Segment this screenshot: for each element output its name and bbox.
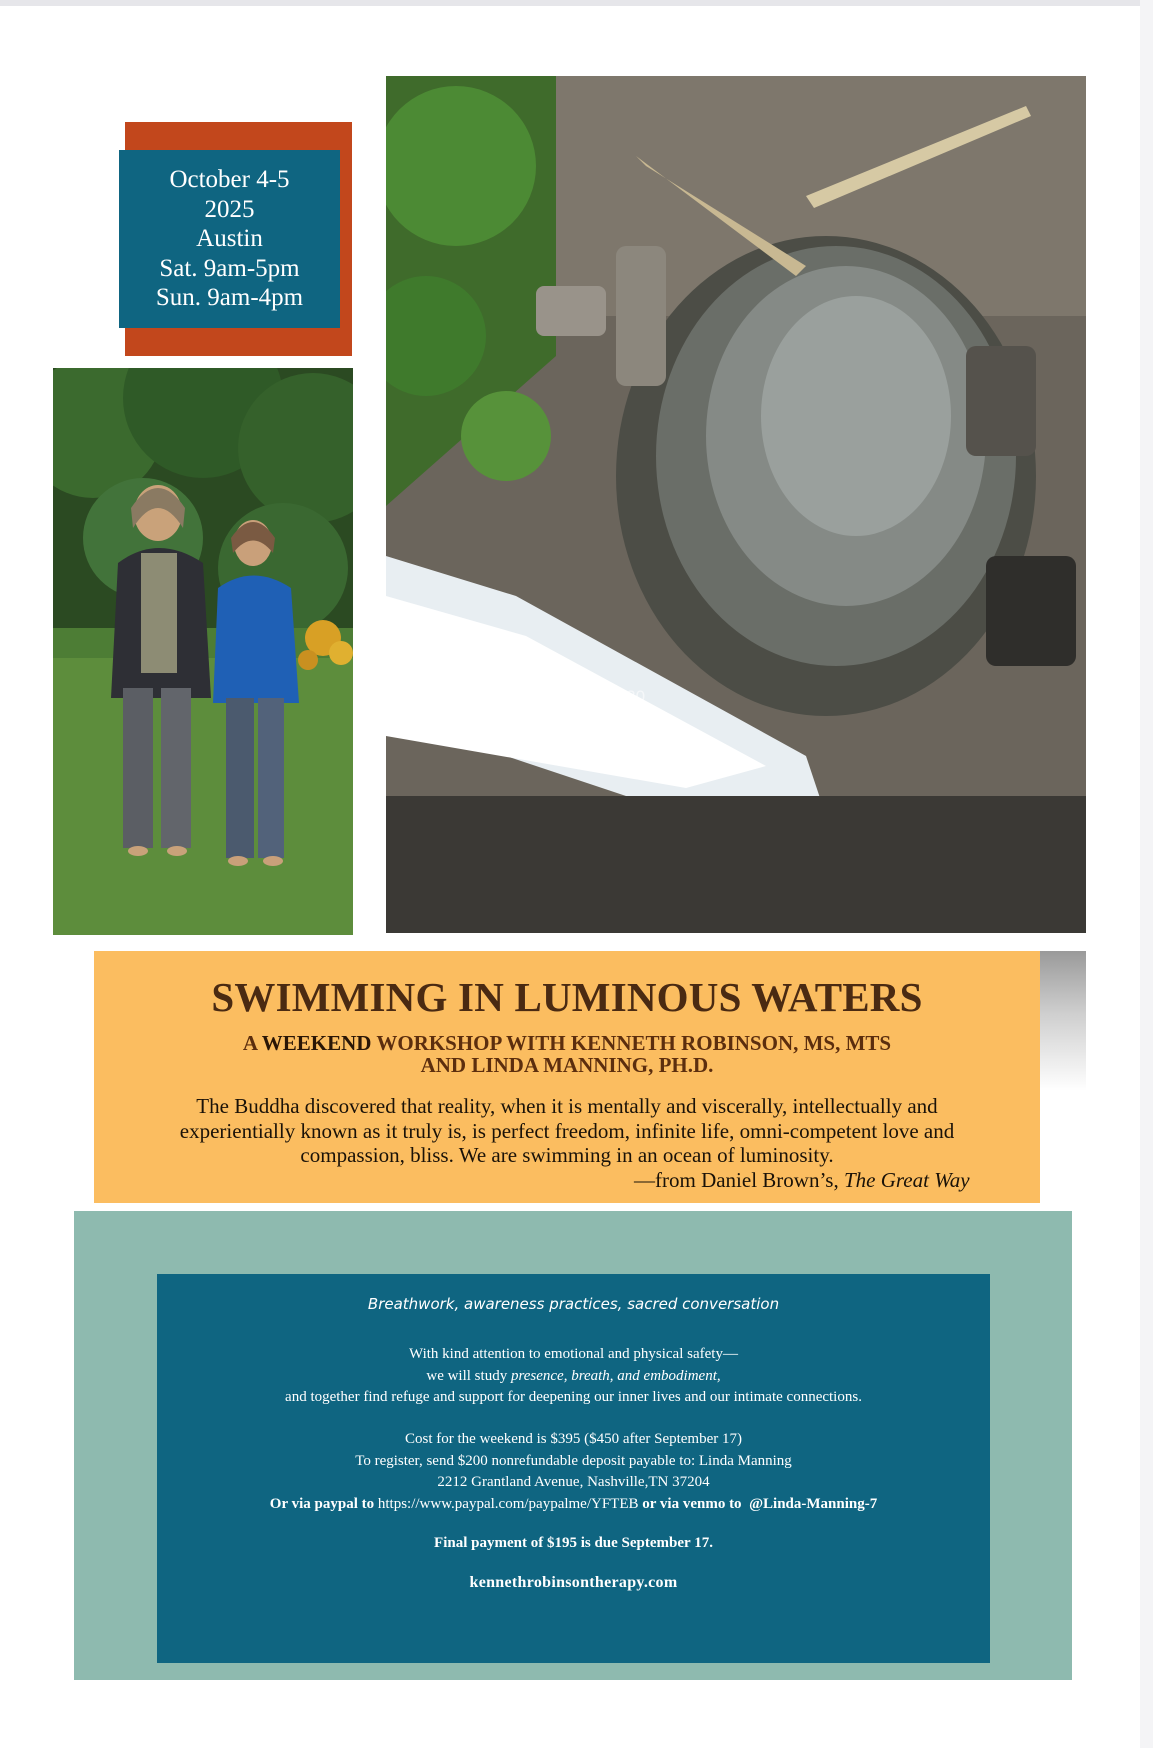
workshop-subtitle xyxy=(94,1032,1040,1076)
paypal-link[interactable]: https://www.paypal.com/paypalme/YFTEB xyxy=(377,1495,639,1512)
address-line: 2212 Grantland Avenue, Nashville,TN 37204 xyxy=(437,1474,710,1490)
event-sunday-hours: Sun. 9am-4pm xyxy=(155,284,304,312)
quote-line: The Buddha discovered that reality, when it is mentally and viscerally, intellectually and xyxy=(196,1094,938,1118)
registration-details xyxy=(157,1429,990,1515)
workshop-tagline: Breathwork, awareness practices, sacred conversation xyxy=(367,1295,780,1313)
page-top-rule xyxy=(0,0,1140,6)
buddha-quote xyxy=(114,1094,1020,1168)
quote-line: compassion, bliss. We are swimming in an ocean of luminosity. xyxy=(300,1143,834,1167)
description-prefix: we will study xyxy=(426,1367,508,1384)
website-link[interactable]: kennethrobinsontherapy.com xyxy=(469,1574,678,1591)
venmo-label: or via venmo to xyxy=(642,1495,742,1512)
title-band-shadow xyxy=(1040,951,1086,1091)
watermark-year: 2023 xyxy=(582,713,620,732)
event-city: Austin xyxy=(196,225,263,253)
description-line: and together find refuge and support for deepening our inner lives and our intimate connections. xyxy=(285,1389,862,1405)
facilitators-photo xyxy=(53,368,353,935)
cost-line: Cost for the weekend is $395 ($450 after September 17) xyxy=(405,1431,742,1447)
event-date: October 4-5 xyxy=(169,166,290,194)
page-gutter xyxy=(1140,0,1153,1748)
title-band xyxy=(94,951,1040,1203)
attribution-book: The Great Way xyxy=(843,1168,970,1192)
watermark-date: JULY 28-30 xyxy=(556,687,646,706)
subtitle-prefix: A xyxy=(242,1031,257,1055)
description-italic: presence, breath, and embodiment, xyxy=(510,1367,721,1384)
workshop-title: SWIMMING IN LUMINOUS WATERS xyxy=(211,974,923,1020)
subtitle-line-1 xyxy=(94,1032,1040,1054)
photo-watermark xyxy=(501,684,701,762)
info-panel xyxy=(157,1274,990,1663)
final-payment-note: Final payment of $195 is due September 17. xyxy=(434,1535,713,1551)
description-line: With kind attention to emotional and physical safety— xyxy=(409,1346,738,1362)
subtitle-rest: WORKSHOP WITH KENNETH ROBINSON, MS, MTS xyxy=(376,1031,892,1055)
event-saturday-hours: Sat. 9am-5pm xyxy=(159,254,300,282)
quote-line: experientially known as it truly is, is perfect freedom, infinite life, omni-competent love and xyxy=(179,1118,955,1143)
register-line: To register, send $200 nonrefundable deposit payable to: Linda Manning xyxy=(355,1452,792,1469)
paypal-label: Or via paypal to xyxy=(269,1495,375,1512)
subtitle-emphasis: WEEKEND xyxy=(261,1031,372,1055)
attribution-prefix: —from Daniel Brown’s, xyxy=(634,1168,839,1192)
waterfall-photo xyxy=(386,76,1086,933)
description-line xyxy=(157,1366,990,1388)
event-date-card xyxy=(119,150,340,328)
watermark-city: Austin xyxy=(577,739,625,758)
venmo-handle: @Linda-Manning-7 xyxy=(749,1495,878,1512)
waterfall-photo-art xyxy=(386,76,1086,933)
facilitators-photo-art xyxy=(53,368,353,935)
payment-options-line xyxy=(157,1494,990,1516)
workshop-description xyxy=(157,1344,990,1409)
subtitle-line-2: AND LINDA MANNING, PH.D. xyxy=(420,1053,714,1077)
event-year: 2025 xyxy=(204,195,255,223)
quote-attribution xyxy=(634,1168,970,1193)
